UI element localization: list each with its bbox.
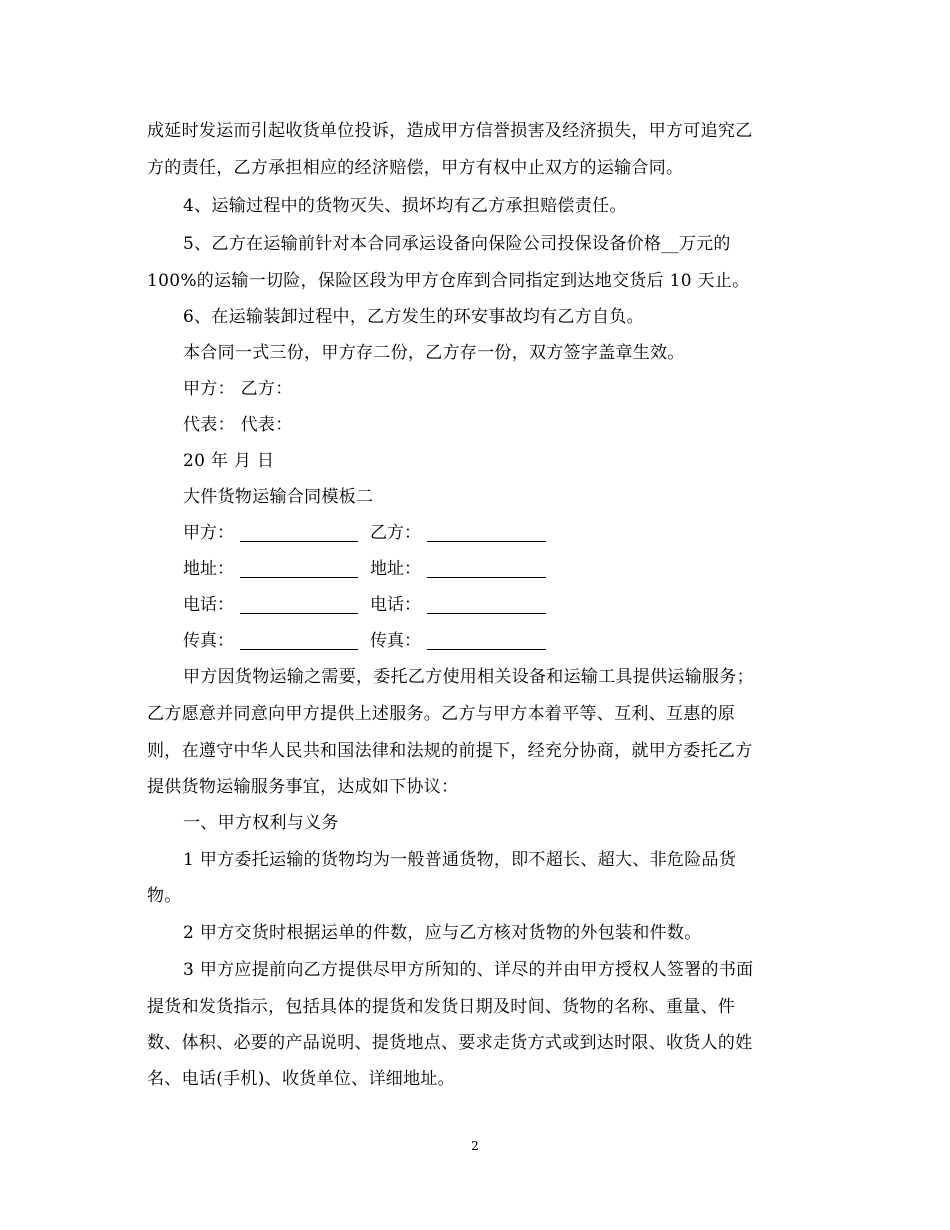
paragraph-line: 数、体积、必要的产品说明、提货地点、要求走货方式或到达时限、收货人的姓 bbox=[147, 1033, 753, 1053]
paragraph-line: 物。 bbox=[147, 886, 182, 906]
section-title: 大件货物运输合同模板二 bbox=[183, 487, 374, 507]
representative-line: 代表： 代表： bbox=[183, 415, 293, 435]
fax-b-blank bbox=[427, 649, 546, 650]
copies-statement: 本合同一式三份，甲方存二份，乙方存一份，双方签字盖章生效。 bbox=[183, 343, 685, 363]
party-b-blank bbox=[427, 541, 546, 542]
section-heading: 一、甲方权利与义务 bbox=[183, 813, 339, 833]
phone-b-blank bbox=[427, 613, 546, 614]
party-b-label: 乙方： bbox=[370, 523, 421, 543]
address-a-label: 地址： bbox=[183, 559, 234, 579]
preamble-line: 乙方愿意并同意向甲方提供上述服务。乙方与甲方本着平等、互利、互惠的原 bbox=[147, 704, 736, 724]
clause-4: 4、运输过程中的货物灭失、损坏均有乙方承担赔偿责任。 bbox=[183, 196, 627, 216]
preamble-line: 甲方因货物运输之需要，委托乙方使用相关设备和运输工具提供运输服务； bbox=[183, 667, 754, 687]
paragraph-line: 名、电话(手机)、收货单位、详细地址。 bbox=[147, 1069, 455, 1089]
preamble-line: 提供货物运输服务事宜，达成如下协议： bbox=[147, 777, 459, 797]
paragraph-line: 提货和发货指示，包括具体的提货和发货日期及时间、货物的名称、重量、件 bbox=[147, 997, 736, 1017]
clause-2: 2 甲方交货时根据运单的件数，应与乙方核对货物的外包装和件数。 bbox=[183, 923, 702, 943]
phone-b-label: 电话： bbox=[370, 595, 421, 615]
phone-a-label: 电话： bbox=[183, 595, 234, 615]
clause-6: 6、在运输装卸过程中，乙方发生的环安事故均有乙方自负。 bbox=[183, 307, 644, 327]
fax-a-label: 传真： bbox=[183, 631, 234, 651]
address-a-blank bbox=[240, 577, 358, 578]
clause-3: 3 甲方应提前向乙方提供尽甲方所知的、详尽的并由甲方授权人签署的书面 bbox=[183, 960, 754, 980]
preamble-line: 则，在遵守中华人民共和国法律和法规的前提下，经充分协商，就甲方委托乙方 bbox=[147, 741, 753, 761]
phone-a-blank bbox=[240, 613, 358, 614]
paragraph-line: 方的责任，乙方承担相应的经济赔偿，甲方有权中止双方的运输合同。 bbox=[147, 158, 684, 178]
address-b-label: 地址： bbox=[370, 559, 421, 579]
party-signature-line: 甲方： 乙方： bbox=[183, 379, 293, 399]
page-number: 2 bbox=[471, 1139, 479, 1153]
party-a-label: 甲方： bbox=[183, 523, 234, 543]
clause-1: 1 甲方委托运输的货物均为一般普通货物，即不超长、超大、非危险品货 bbox=[183, 850, 737, 870]
party-a-blank bbox=[240, 541, 358, 542]
date-line: 20 年 月 日 bbox=[183, 451, 275, 471]
fax-a-blank bbox=[240, 649, 358, 650]
fax-b-label: 传真： bbox=[370, 631, 421, 651]
address-b-blank bbox=[427, 577, 546, 578]
paragraph-line: 成延时发运而引起收货单位投诉，造成甲方信誉损害及经济损失，甲方可追究乙 bbox=[147, 121, 753, 141]
clause-5: 5、乙方在运输前针对本合同承运设备向保险公司投保设备价格__万元的 bbox=[183, 234, 731, 254]
paragraph-line: 100%的运输一切险，保险区段为甲方仓库到合同指定到达地交货后 10 天止。 bbox=[147, 271, 750, 291]
